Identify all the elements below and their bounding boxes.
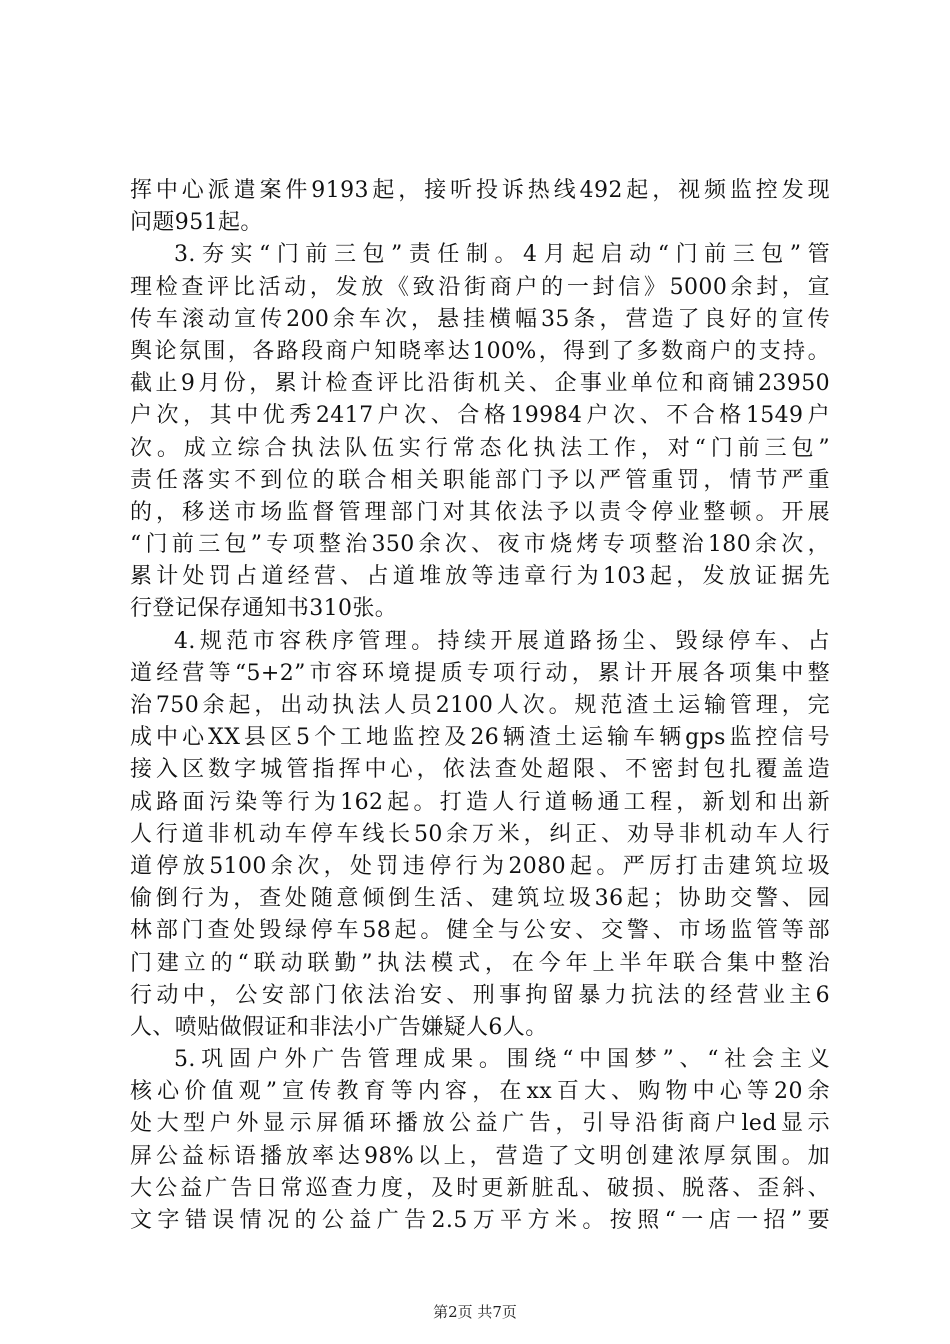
text-line: 舆论氛围，各路段商户知晓率达100%，得到了多数商户的支持。 bbox=[130, 338, 830, 364]
text-line: 3.夯实“门前三包”责任制。4月起启动“门前三包”管 bbox=[174, 242, 830, 268]
text-line: 人、喷贴做假证和非法小广告嫌疑人6人。 bbox=[130, 1014, 548, 1040]
text-line: 人行道非机动车停车线长50余万米，纠正、劝导非机动车人行 bbox=[130, 821, 830, 847]
text-line: 处大型户外显示屏循环播放公益广告，引导沿街商户led显示 bbox=[130, 1111, 830, 1137]
text-line: 行动中，公安部门依法治安、刑事拘留暴力抗法的经营业主6 bbox=[130, 982, 830, 1008]
text-line: 门建立的“联动联勤”执法模式，在今年上半年联合集中整治 bbox=[130, 950, 830, 976]
text-line: 4.规范市容秩序管理。持续开展道路扬尘、毁绿停车、占 bbox=[174, 628, 830, 654]
text-line: 的，移送市场监督管理部门对其依法予以责令停业整顿。开展 bbox=[130, 499, 830, 525]
text-line: 挥中心派遣案件9193起，接听投诉热线492起，视频监控发现 bbox=[130, 178, 830, 203]
text-line: 接入区数字城管指挥中心，依法查处超限、不密封包扎覆盖造 bbox=[130, 757, 830, 783]
text-line: 次。成立综合执法队伍实行常态化执法工作，对“门前三包” bbox=[130, 435, 830, 461]
text-line: 传车滚动宣传200余车次，悬挂横幅35条，营造了良好的宣传 bbox=[130, 306, 830, 332]
text-line: 道经营等“5+2”市容环境提质专项行动，累计开展各项集中整 bbox=[130, 660, 830, 686]
body-text bbox=[130, 175, 830, 1237]
text-line: 5.巩固户外广告管理成果。围绕“中国梦”、“社会主义 bbox=[174, 1047, 830, 1073]
text-line: 累计处罚占道经营、占道堆放等违章行为103起，发放证据先 bbox=[130, 564, 830, 590]
text-line: 截止9月份，累计检查评比沿街机关、企事业单位和商铺23950 bbox=[130, 371, 830, 397]
text-line: 问题951起。 bbox=[130, 210, 263, 236]
text-line: 核心价值观”宣传教育等内容，在xx百大、购物中心等20余 bbox=[130, 1079, 830, 1105]
page-footer: 第2页 共7页 bbox=[433, 1303, 517, 1321]
text-line: 屏公益标语播放率达98%以上，营造了文明创建浓厚氛围。加 bbox=[130, 1143, 830, 1169]
text-line: 户次，其中优秀2417户次、合格19984户次、不合格1549户 bbox=[130, 403, 830, 429]
text-line: 林部门查处毁绿停车58起。健全与公安、交警、市场监管等部 bbox=[130, 918, 830, 944]
text-line: 成路面污染等行为162起。打造人行道畅通工程，新划和出新 bbox=[130, 789, 830, 815]
text-line: 偷倒行为，查处随意倾倒生活、建筑垃圾36起；协助交警、园 bbox=[130, 886, 830, 912]
text-line: 文字错误情况的公益广告2.5万平方米。按照“一店一招”要 bbox=[130, 1208, 830, 1233]
text-line: 治750余起，出动执法人员2100人次。规范渣土运输管理，完 bbox=[130, 693, 830, 718]
text-line: 行登记保存通知书310张。 bbox=[130, 596, 398, 622]
text-line: 成中心XX县区5个工地监控及26辆渣土运输车辆gps监控信号 bbox=[130, 725, 830, 751]
text-line: 理检查评比活动，发放《致沿街商户的一封信》5000余封，宣 bbox=[130, 274, 830, 300]
text-line: “门前三包”专项整治350余次、夜市烧烤专项整治180余次， bbox=[130, 532, 830, 558]
text-line: 责任落实不到位的联合相关职能部门予以严管重罚，情节严重 bbox=[130, 467, 830, 493]
text-line: 道停放5100余次，处罚违停行为2080起。严厉打击建筑垃圾 bbox=[130, 853, 830, 879]
text-line: 大公益广告日常巡查力度，及时更新脏乱、破损、脱落、歪斜、 bbox=[130, 1175, 830, 1201]
